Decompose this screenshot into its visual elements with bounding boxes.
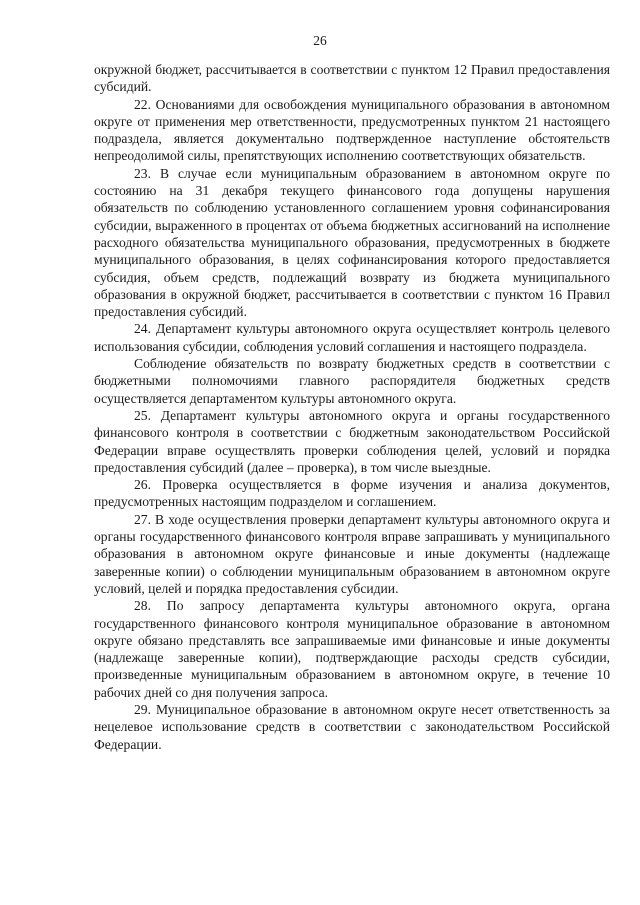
paragraph-26: 26. Проверка осуществляется в форме изучения и анализа документов, предусмотренных настоящим подразделом и соглашением. — [94, 477, 610, 510]
paragraph-29: 29. Муниципальное образование в автономном округе несет ответственность за нецелевое использование средств в соответствии с законодательством Российской Федерации. — [94, 701, 610, 752]
document-body — [94, 61, 610, 753]
paragraph-24: 24. Департамент культуры автономного округа осуществляет контроль целевого использования субсидии, соблюдения условий соглашения и настоящего подраздела. — [94, 321, 610, 354]
paragraph-25: 25. Департамент культуры автономного округа и органы государственного финансового контроля в соответствии с бюджетным законодательством Российской Федерации вправе осуществлять проверки соблюдения целей, условий и порядка предоставления субсидий (далее – проверка), в том числе выездные. — [94, 407, 610, 475]
paragraph-23: 23. В случае если муниципальным образованием в автономном округе по состоянию на 31 декабря текущего финансового года допущены нарушения обязательств по соблюдению установленного соглашением уровня софинансирования субсидии, выраженного в процентах от объема бюджетных ассигнований на исполнение расходного обязательства муниципального образования, предусмотренных в бюджете муниципального образования, в целях софинансирования которого предоставляется субсидия, объем средств, подлежащий возврату из бюджета муниципального образования в окружной бюджет, рассчитывается в соответствии с пунктом 16 Правил предоставления субсидий. — [94, 165, 610, 320]
paragraph-continuation: окружной бюджет, рассчитывается в соответствии с пунктом 12 Правил предоставления субсидий. — [94, 62, 610, 95]
page-number: 26 — [313, 33, 327, 48]
paragraph-28: 28. По запросу департамента культуры автономного округа, органа государственного финансового контроля муниципальное образование в автономном округе обязано представлять все запрашиваемые ими финансовые и иные документы (надлежаще заверенные копии), подтверждающие расходы средств субсидии, произведенные муниципальным образованием в автономном округе, в течение 10 рабочих дней со дня получения запроса. — [94, 598, 610, 700]
paragraph-27: 27. В ходе осуществления проверки департамент культуры автономного округа и органы государственного финансового контроля вправе запрашивать у муниципального образования в автономном округе финансовые и иные документы (надлежаще заверенные копии) о соблюдении муниципальным образованием в автономном округе условий, целей и порядка предоставления субсидии. — [94, 511, 610, 596]
paragraph-22: 22. Основаниями для освобождения муниципального образования в автономном округе от применения мер ответственности, предусмотренных пунктом 21 настоящего подраздела, является документально подтвержденное наступление обстоятельств непреодолимой силы, препятствующих исполнению соответствующих обязательств. — [94, 96, 610, 164]
paragraph-24-compliance: Соблюдение обязательств по возврату бюджетных средств в соответствии с бюджетными полномочиями главного распорядителя бюджетных средств осуществляется департаментом культуры автономного округа. — [94, 356, 610, 406]
